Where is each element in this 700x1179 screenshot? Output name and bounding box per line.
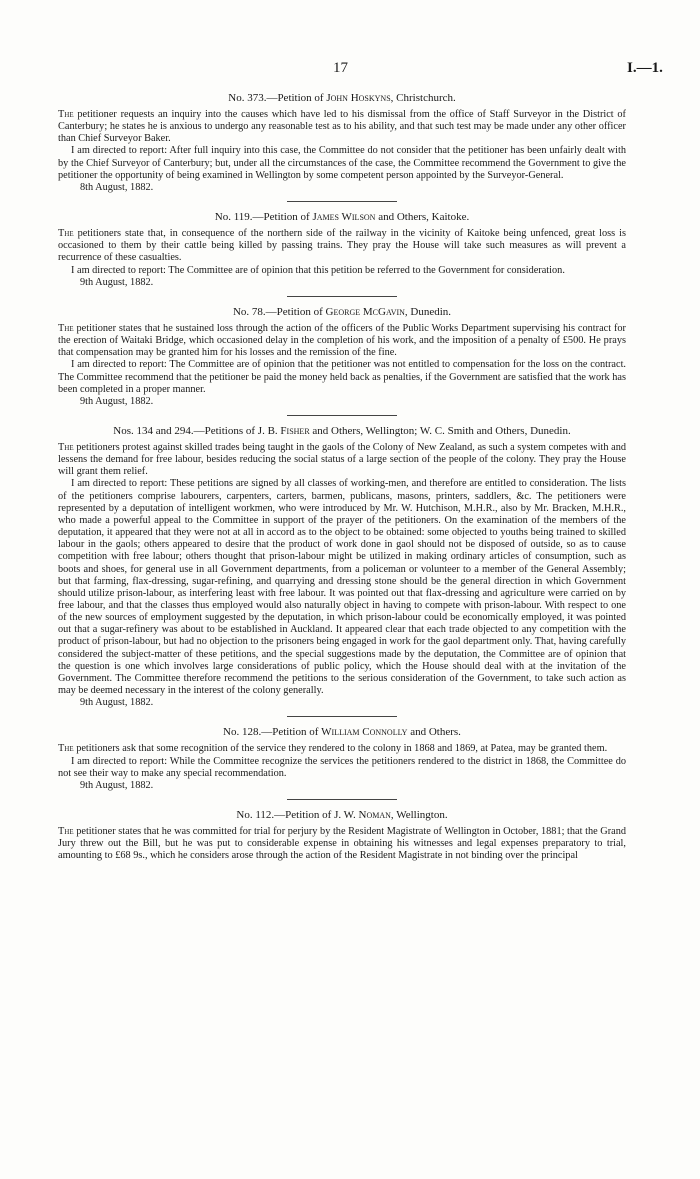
petition-prayer: The petitioner states that he sustained loss through the action of the officers of the Public Works Department supervising his contract for the erection of Waitaki Bridge, which occasioned delay in the completion of his work, and the imposition of a penalty of £500. He prays that compensation may be granted him for his losses and the remission of the fine. bbox=[58, 322, 626, 359]
petition-heading: No. 373.—Petition of John Hoskyns, Christchurch. bbox=[228, 92, 456, 104]
section-divider bbox=[287, 296, 397, 297]
petition-heading: Nos. 134 and 294.—Petitions of J. B. Fisher and Others, Wellington; W. C. Smith and Others, Dunedin. bbox=[113, 424, 571, 437]
committee-report: I am directed to report: The Committee are of opinion that the petitioner was not entitled to compensation for the loss on the contract. The Committee recommend that the petitioner be paid the money held back as penalties, if the Government are satisfied that the work has been completed in a proper manner. bbox=[58, 359, 626, 395]
petition-78 bbox=[58, 306, 626, 408]
report-date: 8th August, 1882. bbox=[80, 181, 154, 193]
section-divider bbox=[287, 799, 397, 800]
petition-prayer: The petitioners ask that some recognition of the service they rendered to the colony in 1868 and 1869, at Patea, may be granted them. bbox=[58, 743, 608, 755]
page-reference: I.—1. bbox=[627, 60, 663, 76]
page-body bbox=[58, 92, 626, 863]
petition-prayer: The petitioner states that he was committed for trial for perjury by the Resident Magistrate of Wellington in October, 1881; that the Grand Jury threw out the Bill, but he was put to considerable expense in obtaining his witnesses and legal expenses preparatory to trial, amounting to £68 9s., which he considers arose through the action of the Resident Magistrate in not binding over the principal bbox=[58, 826, 626, 862]
report-date: 9th August, 1882. bbox=[80, 276, 154, 288]
petition-128 bbox=[58, 726, 626, 792]
petition-119 bbox=[58, 211, 626, 289]
petition-heading: No. 128.—Petition of William Connolly and Others. bbox=[223, 726, 461, 739]
petition-heading: No. 112.—Petition of J. W. Noman, Wellington. bbox=[236, 809, 448, 822]
committee-report: I am directed to report: While the Committee recognize the services the petitioners rendered to the district in 1868, the Committee do not see their way to make any special recommendation. bbox=[58, 755, 626, 779]
committee-report: I am directed to report: The Committee are of opinion that this petition be referred to the Government for consideration. bbox=[71, 264, 565, 276]
committee-report: I am directed to report: After full inquiry into this case, the Committee do not consider that the petitioner has been unfairly dealt with by the Chief Surveyor of Canterbury; but, under all the circumstances of the case, the Committee recommend the Government to give the petitioner the opportunity of being examined in Wellington by some competent person appointed by the Surveyor-General. bbox=[58, 145, 626, 181]
section-divider bbox=[287, 716, 397, 717]
report-date: 9th August, 1882. bbox=[80, 697, 154, 709]
petition-prayer: The petitioners protest against skilled trades being taught in the gaols of the Colony of New Zealand, as such a system competes with and lessens the demand for free labour, besides reducing the social status of a large section of the people of the colony. They pray the House will grant them relief. bbox=[58, 441, 626, 478]
petition-heading: No. 78.—Petition of George McGavin, Dunedin. bbox=[232, 305, 452, 318]
petition-134-294 bbox=[58, 425, 626, 709]
petition-prayer: The petitioners state that, in consequence of the northern side of the railway in the vicinity of Kaitoke being unfenced, great loss is occasioned to them by their cattle being killed by passing trains. They pray the House will take such measures as will prevent a recurrence of these casualties. bbox=[58, 228, 626, 264]
report-date: 9th August, 1882. bbox=[80, 395, 154, 407]
petition-prayer: The petitioner requests an inquiry into the causes which have led to his dismissal from the office of Staff Surveyor in the District of Canterbury; he states he is anxious to undergo any reasonable test as to his ability, and that such test may be made under any other officer than Chief Surveyor Baker. bbox=[58, 109, 626, 145]
committee-report: I am directed to report: These petitions are signed by all classes of working-men, and therefore are entitled to consideration. The lists of the petitioners comprise labourers, carpenters, carters, barmen, publicans, masons, printers, saddlers, &c. The petitioners were represented by a deputation of intelligent workmen, who were introduced by Mr. W. Hutchison, M.H.R., also by Mr. Bracken, M.H.R., who made a powerful appeal to the Committee in support of the prayer of the petitioners. On the examination of the members of the deputation, it appeared that they were not at all in accord as to the object to be obtained: some objected to youths being trained to skilled labour in the gaols; others appeared to desire that the product of work done in gaol should not be disposed of outside, so as to cause competition with free labour; others thought that prison-labour might be utilized in making ordinary articles of consumption, such as boots and shoes, for general use in all Government departments, from a policeman or volunteer to a member of the General Assembly; but that farming, flax-dressing, sugar-refining, and quarrying and dressing stone should be the general direction in which Government should utilize prison-labour, as interfering least with free labour. It was pointed out that flax-dressing and agriculture were carried on by free labour, and that the classes thus employed would also naturally object in having to compete with prison-labour. With respect to one of the new sources of employment suggested by the deputation, in which prison-labour could be economically employed, it was pointed out that a sugar-refinery was about to be established in Auckland. It appeared clear that each trade objected to any competition with the product of prison-labour, but had no objection to the prisoners being engaged in work for the gaol department only. That, having carefully considered the subject-matter of these petitions, and the special suggestions made by the deputation, the Committee are of opinion that the question is one which involves large considerations of public policy, which the House should deal with at the invitation of the Government. The Committee therefore recommend the petitions to the serious consideration of the Government, to take such action as may be deemed necessary in the interest of the colony generally. bbox=[58, 478, 626, 697]
section-divider bbox=[287, 415, 397, 416]
report-date: 9th August, 1882. bbox=[80, 779, 154, 791]
section-divider bbox=[287, 201, 397, 202]
petition-373 bbox=[58, 92, 626, 194]
petition-112 bbox=[58, 809, 626, 862]
petition-heading: No. 119.—Petition of James Wilson and Others, Kaitoke. bbox=[214, 211, 470, 224]
page-number: 17 bbox=[333, 60, 348, 76]
